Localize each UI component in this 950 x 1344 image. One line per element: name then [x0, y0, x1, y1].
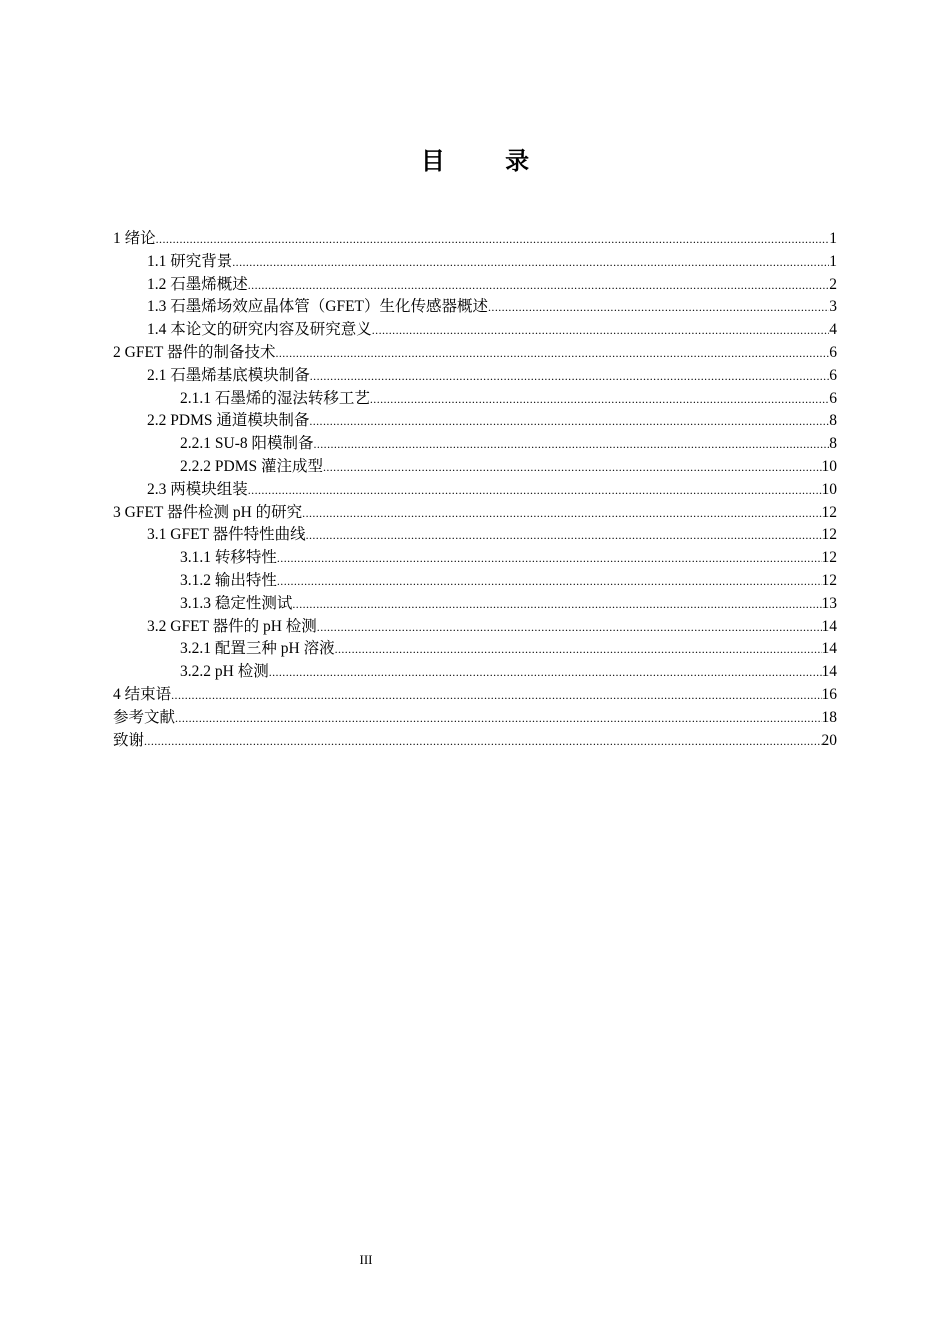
toc-dot-leader: [156, 228, 830, 251]
toc-entry-page-number: 16: [821, 685, 837, 703]
toc-entry[interactable]: [113, 410, 837, 433]
toc-entry[interactable]: [113, 433, 837, 456]
toc-entry[interactable]: [113, 684, 837, 707]
toc-dot-leader: [292, 593, 821, 616]
toc-entry-title: 1.3 石墨烯场效应晶体管（GFET）生化传感器概述: [147, 298, 489, 316]
toc-entry[interactable]: [113, 274, 837, 297]
toc-dot-leader: [306, 524, 822, 547]
toc-entry[interactable]: [113, 570, 837, 593]
toc-entry-page-number: 18: [821, 708, 837, 726]
toc-entry-title: 2 GFET 器件的制备技术: [113, 343, 276, 361]
toc-dot-leader: [317, 616, 822, 639]
toc-entry[interactable]: [113, 547, 837, 570]
toc-dot-leader: [277, 570, 822, 593]
toc-entry-page-number: 8: [829, 412, 837, 430]
toc-entry-page-number: 6: [829, 343, 837, 361]
toc-dot-leader: [302, 502, 821, 525]
toc-entry-page-number: 8: [829, 435, 837, 453]
toc-entry-title: 3.1.2 输出特性: [180, 571, 277, 589]
toc-dot-leader: [248, 274, 829, 297]
toc-entry-page-number: 6: [829, 366, 837, 384]
toc-entry[interactable]: [113, 479, 837, 502]
toc-entry-page-number: 1: [829, 230, 837, 247]
toc-entry[interactable]: [113, 228, 837, 251]
toc-entry-page-number: 1: [829, 252, 837, 270]
toc-dot-leader: [323, 456, 822, 479]
toc-entry-title: 1.2 石墨烯概述: [147, 275, 248, 293]
toc-dot-leader: [309, 410, 829, 433]
toc-entry-title: 参考文献: [113, 708, 176, 726]
toc-entry-title: 2.1 石墨烯基底模块制备: [147, 366, 310, 384]
toc-entry-page-number: 12: [821, 526, 837, 544]
toc-entry-page-number: 4: [829, 321, 837, 339]
toc-entry-page-number: 20: [821, 731, 837, 749]
toc-entry[interactable]: [113, 319, 837, 342]
toc-entry[interactable]: [113, 524, 837, 547]
toc-entry-title: 2.2 PDMS 通道模块制备: [147, 412, 310, 430]
toc-entry[interactable]: [113, 730, 837, 753]
toc-dot-leader: [232, 251, 829, 274]
toc-entry-page-number: 6: [829, 389, 837, 407]
toc-entry-page-number: 10: [821, 457, 837, 475]
toc-dot-leader: [175, 707, 821, 730]
toc-dot-leader: [171, 684, 821, 707]
toc-entry[interactable]: [113, 365, 837, 388]
toc-dot-leader: [310, 365, 829, 388]
toc-entry-page-number: 14: [821, 617, 837, 635]
toc-dot-leader: [372, 319, 829, 342]
toc-entry-title: 4 结束语: [113, 685, 172, 703]
toc-entry-title: 3.1.3 稳定性测试: [180, 594, 293, 612]
toc-entry[interactable]: [113, 456, 837, 479]
toc-entry-page-number: 10: [821, 480, 837, 498]
toc-entry-page-number: 14: [821, 640, 837, 658]
toc-dot-leader: [269, 661, 822, 684]
toc-entry-page-number: 12: [821, 503, 837, 521]
toc-entry-title: 1 绪论: [113, 230, 156, 247]
toc-dot-leader: [277, 547, 822, 570]
toc-entry-title: 1.4 本论文的研究内容及研究意义: [147, 321, 372, 339]
toc-entry-title: 3.1.1 转移特性: [180, 549, 277, 567]
toc-entry[interactable]: [113, 593, 837, 616]
toc-dot-leader: [313, 433, 829, 456]
toc-entry[interactable]: [113, 616, 837, 639]
toc-dot-leader: [248, 479, 822, 502]
toc-entry-title: 3.1 GFET 器件特性曲线: [147, 526, 306, 544]
toc-entry-title: 3.2.1 配置三种 pH 溶液: [180, 640, 335, 658]
toc-entry-title: 2.2.1 SU-8 阳模制备: [180, 435, 314, 453]
toc-entry[interactable]: [113, 502, 837, 525]
toc-entry-title: 3.2.2 pH 检测: [180, 663, 269, 681]
toc-dot-leader: [370, 388, 829, 411]
toc-entry[interactable]: [113, 296, 837, 319]
toc-entry[interactable]: [113, 638, 837, 661]
toc-entry[interactable]: [113, 707, 837, 730]
toc-dot-leader: [488, 296, 829, 319]
toc-entry-title: 2.2.2 PDMS 灌注成型: [180, 457, 323, 475]
toc-entry-title: 3.2 GFET 器件的 pH 检测: [147, 617, 317, 635]
toc-dot-leader: [335, 638, 822, 661]
toc-entry-title: 2.1.1 石墨烯的湿法转移工艺: [180, 389, 370, 407]
table-of-contents: [113, 228, 837, 752]
toc-entry[interactable]: [113, 342, 837, 365]
toc-dot-leader: [275, 342, 829, 365]
toc-entry-title: 2.3 两模块组装: [147, 480, 248, 498]
toc-entry[interactable]: [113, 388, 837, 411]
toc-entry[interactable]: [113, 661, 837, 684]
toc-entry-page-number: 12: [821, 571, 837, 589]
toc-entry-page-number: 12: [821, 549, 837, 567]
page-number: III: [359, 1252, 373, 1267]
toc-entry-page-number: 14: [821, 663, 837, 681]
toc-entry-page-number: 13: [821, 594, 837, 612]
toc-dot-leader: [144, 730, 821, 753]
toc-entry-page-number: 2: [829, 275, 837, 293]
toc-entry-title: 3 GFET 器件检测 pH 的研究: [113, 503, 303, 521]
toc-entry-title: 致谢: [113, 731, 145, 749]
toc-entry[interactable]: [113, 251, 837, 274]
page-title: 目 录: [420, 147, 556, 175]
toc-entry-title: 1.1 研究背景: [147, 252, 233, 270]
toc-entry-page-number: 3: [829, 298, 837, 316]
